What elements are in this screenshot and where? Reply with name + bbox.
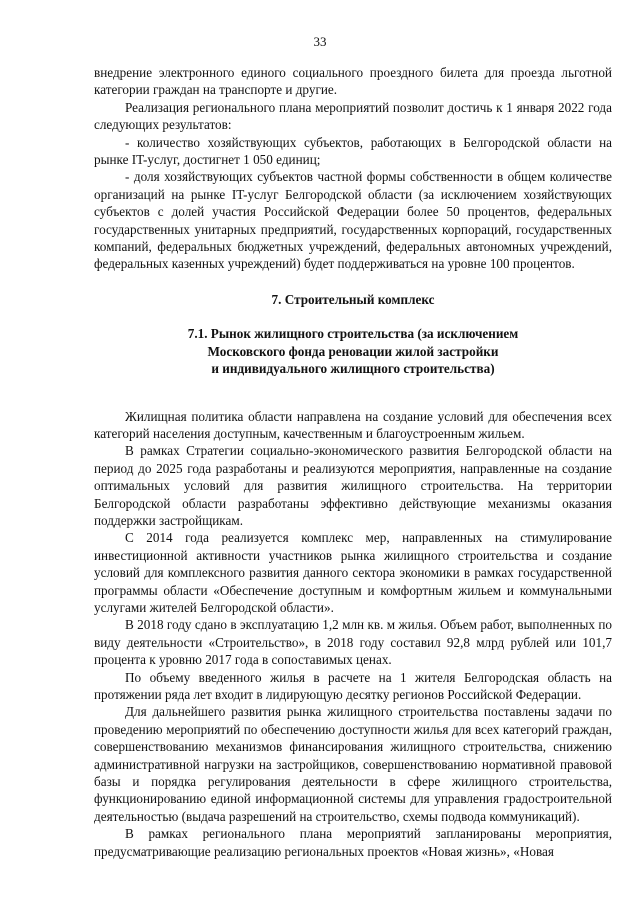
list-item: - количество хозяйствующих субъектов, работающих в Белгородской области на рынке IT-услуг, достигнет 1 050 единиц; [94,134,612,168]
paragraph: Для дальнейшего развития рынка жилищного строительства поставлены задачи по проведению мероприятий по обеспечению доступности жилья для всех категорий граждан, совершенствованию механизмов финансирования жилищного строительства, снижению административной нагрузки на застройщиков, совершенствованию нормативной правовой базы и порядка регулирования деятельности в сфере жилищного строительства, функционированию единой информационной системы для управления градостроительной деятельностью (выдача разрешений на строительство, схемы подвода коммуникаций). [94,704,612,824]
subsection-heading [94,325,612,377]
paragraph: внедрение электронного единого социального проездного билета для проезда льготной категории граждан на транспорте и другие. [94,65,612,98]
section-heading: 7. Строительный комплекс [271,291,435,307]
paragraph: В рамках регионального плана мероприятий запланированы мероприятия, предусматривающие реализацию региональных проектов «Новая жизнь», «Новая [94,826,612,859]
page-content [94,64,612,860]
paragraph: С 2014 года реализуется комплекс мер, направленных на стимулирование инвестиционной активности участников рынка жилищного строительства и создание условий для комплексного развития данного сектора экономики в рамках государственной программы области «Обеспечение доступным и комфортным жильем и коммунальными услугами жителей Белгородской области». [94,530,612,615]
paragraph: Реализация регионального плана мероприятий позволит достичь к 1 января 2022 года следующих результатов: [94,99,612,133]
subsection-heading-line: 7.1. Рынок жилищного строительства (за исключением [187,326,519,342]
subsection-heading-line: Московского фонда реновации жилой застройки [207,343,499,359]
paragraph: В рамках Стратегии социально-экономического развития Белгородской области на период до 2025 года разработаны и реализуются мероприятия, направленные на создание оптимальных условий для развития жилищного строительства. На территории Белгородской области разработаны эффективно действующие механизмы оказания поддержки застройщикам. [94,443,612,528]
paragraph: По объему введенного жилья в расчете на 1 жителя Белгородская область на протяжении ряда лет входит в лидирующую десятку регионов Российской Федерации. [94,669,612,702]
paragraph: В 2018 году сдано в эксплуатацию 1,2 млн кв. м жилья. Объем работ, выполненных по виду деятельности «Строительство», в 2018 году составил 92,8 млрд рублей или 101,7 процента к уровню 2017 года в сопоставимых ценах. [94,617,612,668]
subsection-heading-line: и индивидуального жилищного строительства) [211,361,495,377]
page-number: 33 [313,34,327,49]
list-item: - доля хозяйствующих субъектов частной формы собственности в общем количестве организаций на рынке IT-услуг Белгородской области (за исключением хозяйствующих субъектов с долей участия Российской Федерации более 50 процентов, федеральных государственных унитарных предприятий, государственных корпораций, государственных компаний, федеральных бюджетных учреждений, федеральных автономных учреждений, федеральных казенных учреждений) будет поддерживаться на уровне 100 процентов. [94,169,612,272]
paragraph: Жилищная политика области направлена на создание условий для обеспечения всех категорий населения доступным, качественным и благоустроенным жильем. [94,408,612,441]
